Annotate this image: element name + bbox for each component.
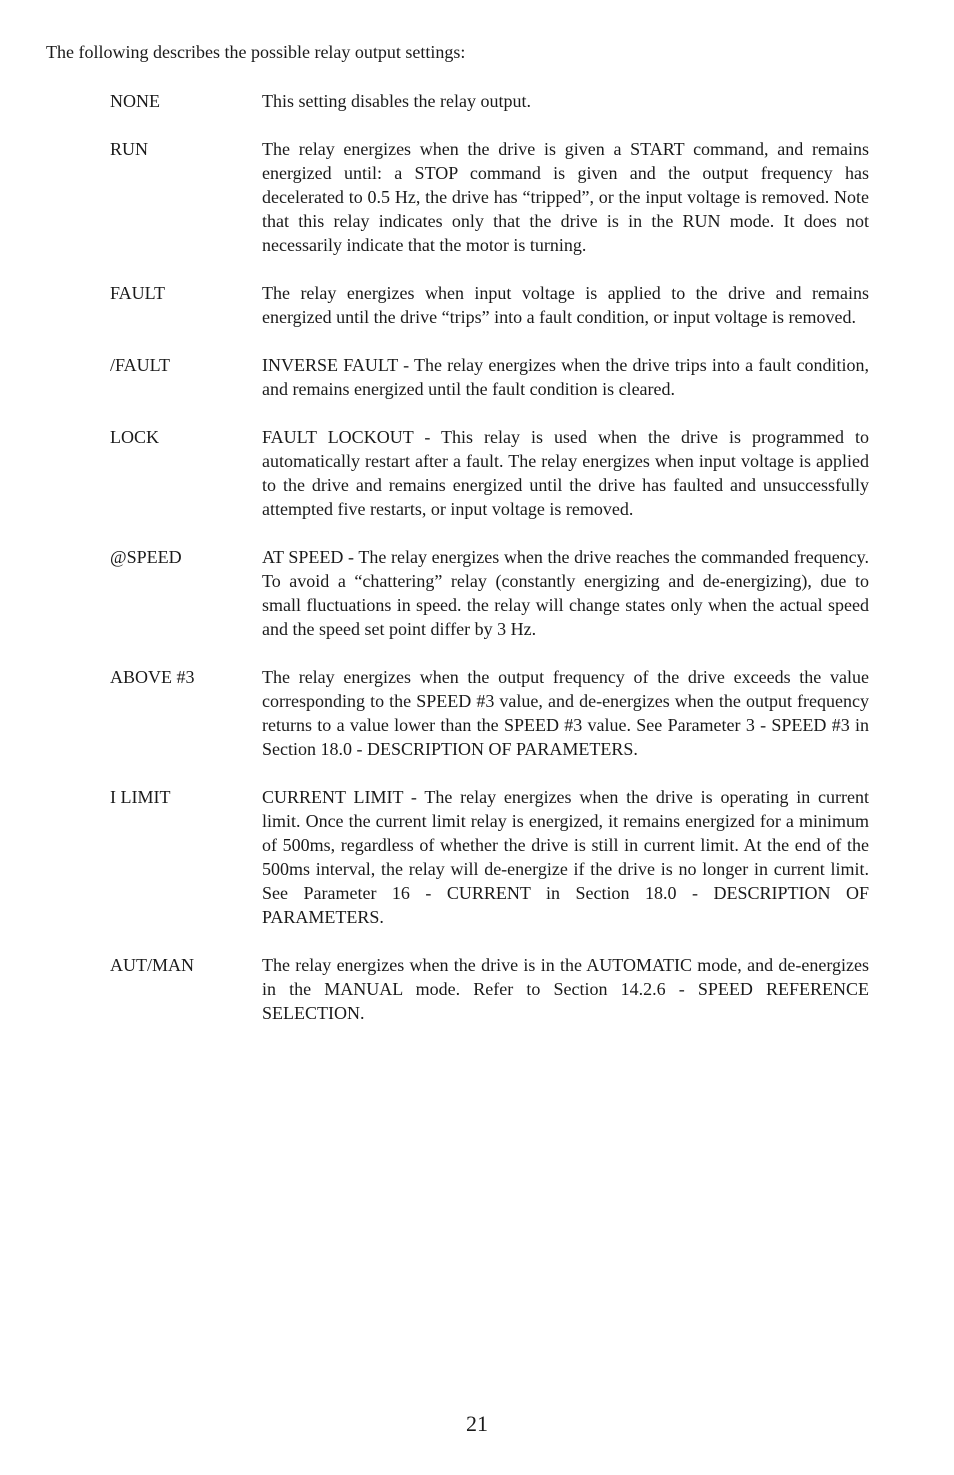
setting-fault bbox=[110, 281, 869, 329]
setting-term: I LIMIT bbox=[110, 787, 171, 807]
setting-term: FAULT bbox=[110, 283, 166, 303]
setting-description: CURRENT LIMIT - The relay energizes when the drive is operating in current limit. Once the current limit relay is energized, it remains energized for a minimum of 500ms, regardless of whether the drive is still in current limit. At the end of the 500ms interval, the relay will de-energize if the drive is no longer in current limit. See Parameter 16 - CURRENT in Section 18.0 - DESCRIPTION OF PARAMETERS. bbox=[262, 787, 869, 927]
setting-lock bbox=[110, 425, 869, 521]
setting-description: The relay energizes when the output frequency of the drive exceeds the value corresponding to the SPEED #3 value, and de-energizes when the output frequency returns to a value lower than the SPEED #3 value. See Parameter 3 - SPEED #3 in Section 18.0 - DESCRIPTION OF PARAMETERS. bbox=[262, 667, 869, 759]
setting-term: ABOVE #3 bbox=[110, 667, 195, 687]
setting-description: INVERSE FAULT - The relay energizes when the drive trips into a fault condition, and remains energized until the fault condition is cleared. bbox=[262, 355, 869, 399]
setting-description: AT SPEED - The relay energizes when the drive reaches the commanded frequency. To avoid a “chattering” relay (constantly energizing and de-energizing), due to small fluctuations in speed. the relay will change states only when the actual speed and the speed set point differ by 3 Hz. bbox=[262, 547, 869, 639]
setting-description: The relay energizes when the drive is in the AUTOMATIC mode, and de-energizes in the MANUAL mode. Refer to Section 14.2.6 - SPEED REFERENCE SELECTION. bbox=[262, 955, 869, 1023]
setting-term: NONE bbox=[110, 91, 160, 111]
setting-description: FAULT LOCKOUT - This relay is used when the drive is programmed to automatically restart after a fault. The relay energizes when input voltage is applied to the drive and remains energized until the drive has faulted and unsuccessfully attempted five restarts, or input voltage is removed. bbox=[262, 427, 869, 519]
setting-none bbox=[110, 89, 869, 113]
setting-i-limit bbox=[110, 785, 869, 929]
setting-term: RUN bbox=[110, 139, 149, 159]
page-number: 21 bbox=[466, 1411, 488, 1436]
setting-term: LOCK bbox=[110, 427, 159, 447]
setting-above-3 bbox=[110, 665, 869, 761]
intro-text: The following describes the possible relay output settings: bbox=[46, 42, 466, 62]
setting-inverse-fault bbox=[110, 353, 869, 401]
setting-description: The relay energizes when input voltage is applied to the drive and remains energized until the drive “trips” into a fault condition, or input voltage is removed. bbox=[262, 283, 869, 327]
setting-at-speed bbox=[110, 545, 869, 641]
setting-run bbox=[110, 137, 869, 257]
setting-term: /FAULT bbox=[110, 355, 171, 375]
setting-description: The relay energizes when the drive is given a START command, and remains energized until: a STOP command is given and the output frequency has decelerated to 0.5 Hz, the drive has “tripped”, or the input voltage is removed. Note that this relay indicates only that the drive is in the RUN mode. It does not necessarily indicate that the motor is turning. bbox=[262, 139, 869, 255]
relay-settings-list bbox=[110, 89, 869, 1049]
setting-term: AUT/MAN bbox=[110, 955, 194, 975]
setting-term: @SPEED bbox=[110, 547, 182, 567]
setting-description: This setting disables the relay output. bbox=[262, 91, 531, 111]
setting-aut-man bbox=[110, 953, 869, 1025]
